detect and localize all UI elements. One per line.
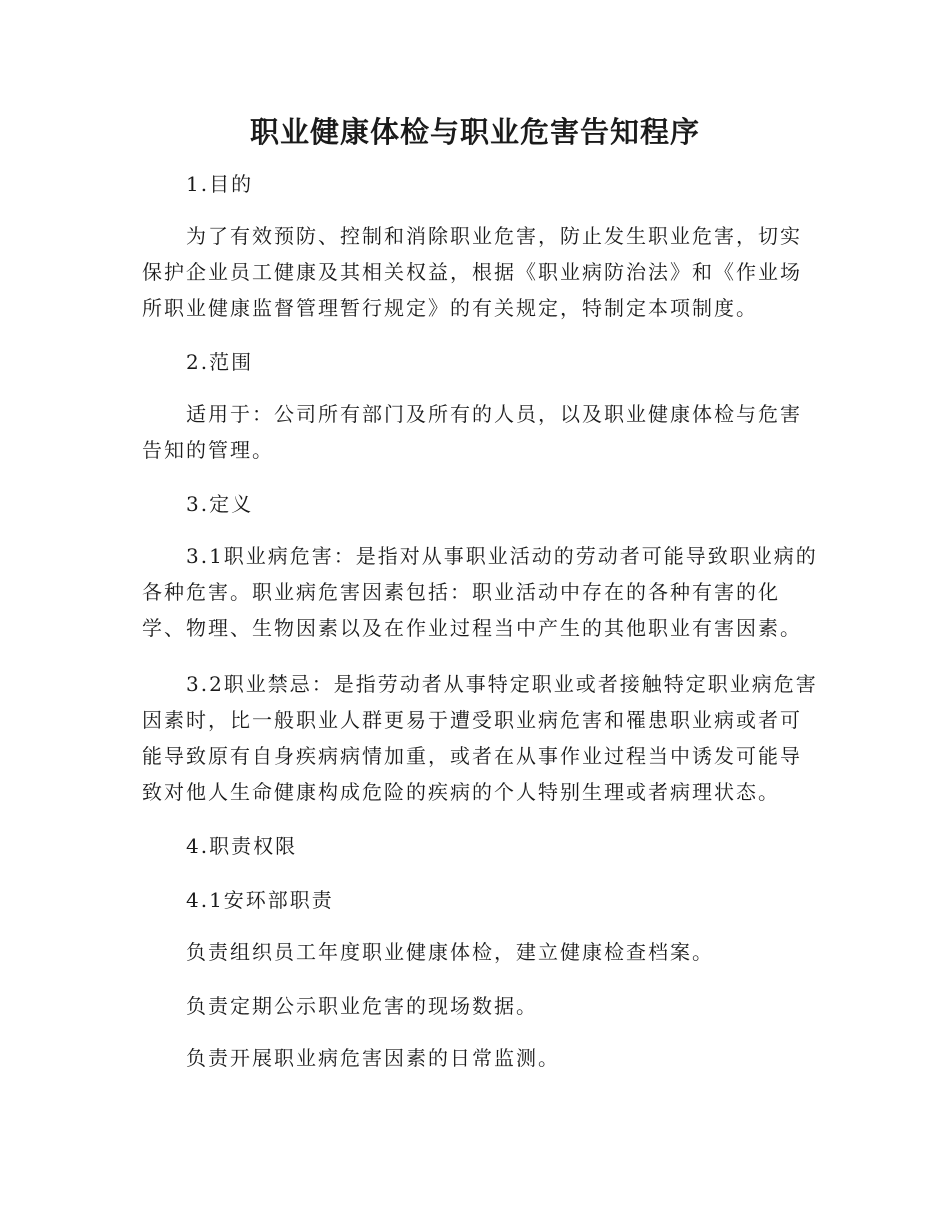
paragraph-definition-contraindication [142,666,818,810]
paragraph-line: 适用于：公司所有部门及所有的人员，以及职业健康体检与危害 [186,402,802,426]
section-heading-scope [142,344,812,380]
paragraph-line: 学、物理、生物因素以及在作业过程当中产生的其他职业有害因素。 [142,616,802,640]
heading-text: 3.定义 [186,492,254,516]
duty-text: 负责定期公示职业危害的现场数据。 [186,994,538,1018]
document-title: 职业健康体检与职业危害告知程序 [249,115,700,149]
paragraph-line: 保护企业员工健康及其相关权益，根据《职业病防治法》和《作业场 [142,260,802,284]
paragraph-line: 3.2职业禁忌：是指劳动者从事特定职业或者接触特定职业病危害 [186,672,818,696]
paragraph-line: 为了有效预防、控制和消除职业危害，防止发生职业危害，切实 [186,224,802,248]
heading-text: 1.目的 [186,172,254,196]
section-heading-purpose [142,166,812,202]
paragraph-line: 致对他人生命健康构成危险的疾病的个人特别生理或者病理状态。 [142,780,780,804]
paragraph-line: 所职业健康监督管理暂行规定》的有关规定，特制定本项制度。 [142,296,758,320]
duty-item [142,934,812,970]
section-heading-responsibilities [142,828,812,864]
paragraph-scope [142,396,812,468]
paragraph-line: 因素时，比一般职业人群更易于遭受职业病危害和罹患职业病或者可 [142,708,802,732]
heading-text: 4.1安环部职责 [186,888,334,912]
paragraph-definition-hazard [142,538,818,646]
heading-text: 2.范围 [186,350,254,374]
duty-item [142,1040,812,1076]
paragraph-line: 3.1职业病危害：是指对从事职业活动的劳动者可能导致职业病的 [186,544,818,568]
duty-text: 负责开展职业病危害因素的日常监测。 [186,1046,560,1070]
paragraph-purpose [142,218,812,326]
paragraph-line: 各种危害。职业病危害因素包括：职业活动中存在的各种有害的化 [142,580,780,604]
paragraph-line: 能导致原有自身疾病病情加重，或者在从事作业过程当中诱发可能导 [142,744,802,768]
paragraph-line: 告知的管理。 [142,438,274,462]
duty-text: 负责组织员工年度职业健康体检，建立健康检查档案。 [186,940,714,964]
duty-item [142,988,812,1024]
section-heading-definitions [142,486,812,522]
heading-text: 4.职责权限 [186,834,298,858]
subsection-heading-safety-dept [142,882,812,918]
